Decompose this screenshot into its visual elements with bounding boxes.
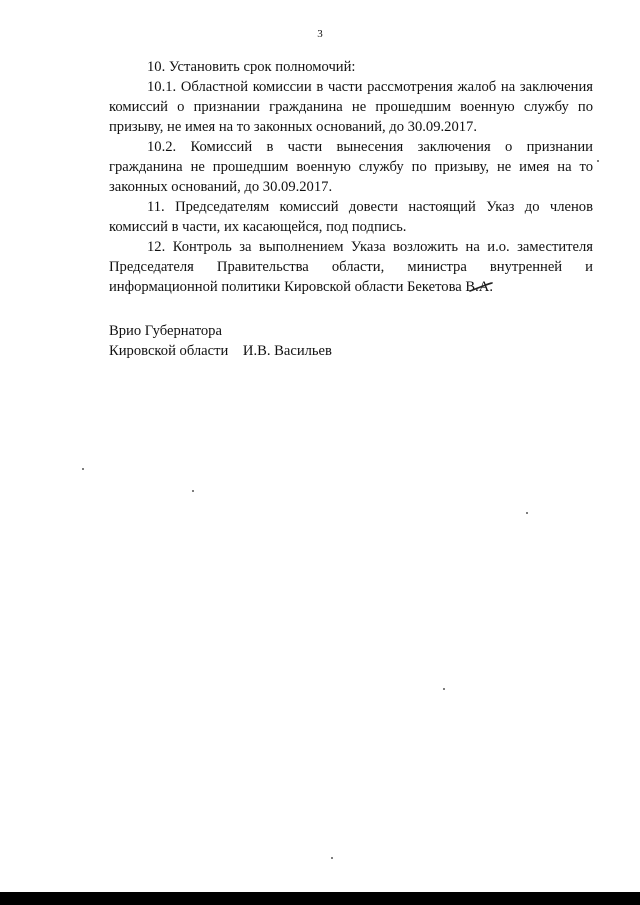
signature-block xyxy=(109,321,332,361)
scan-speck xyxy=(192,490,194,492)
signer-position-line1: Врио Губернатора xyxy=(109,323,222,339)
scan-speck xyxy=(443,688,445,690)
page-number: 3 xyxy=(317,28,323,40)
scan-speck xyxy=(82,468,84,470)
paragraph-12: 12. Контроль за выполнением Указа возложить на и.о. заместителя Председателя Правительства области, министра внутренней и информационной политики Кировской области Бекетова В.А. xyxy=(109,239,593,295)
scan-speck xyxy=(526,512,528,514)
paragraph-10-1: 10.1. Областной комиссии в части рассмотрения жалоб на заключения комиссий о признании гражданина не прошедшим военную службу по призыву, не имея на то законных оснований, до 30.09.2017. xyxy=(109,79,593,135)
signer-name: И.В. Васильев xyxy=(242,343,332,359)
document-body xyxy=(109,57,593,297)
scan-bottom-edge xyxy=(0,892,640,905)
paragraph-10-2: 10.2. Комиссий в части вынесения заключения о признании гражданина не прошедшим военную службу по призыву, не имея на то законных оснований, до 30.09.2017. xyxy=(109,139,593,195)
paragraph-10: 10. Установить срок полномочий: xyxy=(147,59,356,75)
pen-stroke-mark xyxy=(468,280,494,294)
signer-position-line2 xyxy=(109,341,332,361)
signer-region: Кировской области xyxy=(109,343,229,359)
scan-speck xyxy=(331,857,333,859)
paragraph-11: 11. Председателям комиссий довести настоящий Указ до членов комиссий в части, их касающейся, под подпись. xyxy=(109,199,593,235)
scan-speck xyxy=(597,160,599,162)
